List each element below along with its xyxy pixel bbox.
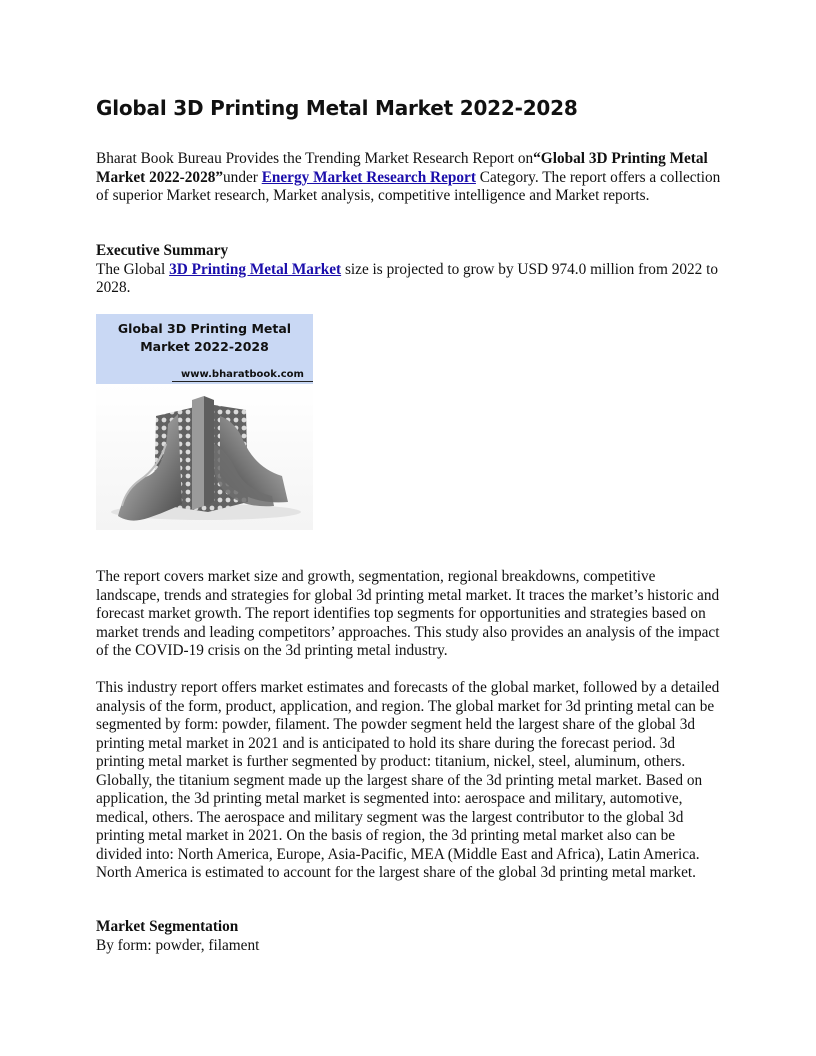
- intro-text-1: Bharat Book Bureau Provides the Trending Market Research Report on: [96, 150, 534, 167]
- report-cover-image: [96, 314, 313, 530]
- coverage-paragraph: The report covers market size and growth, segmentation, regional breakdowns, competitive landscape, trends and strategies for global 3d printing metal market. It traces the market’s historic and forecast market growth. The report identifies top segments for opportunities and strategies based on market trends and leading competitors’ approaches. This study also provides an analysis of the impact of the COVID-19 crisis on the 3d printing metal industry.: [96, 568, 720, 659]
- executive-summary-text-1: The Global: [96, 260, 170, 278]
- intro-text-2: under: [223, 168, 262, 186]
- report-name: “Global 3D Printing Metal Market 2022-2028”: [96, 150, 708, 186]
- executive-summary-heading: Executive Summary: [96, 242, 229, 259]
- cover-title: Global 3D Printing Metal Market 2022-2028: [117, 321, 292, 354]
- energy-market-report-link[interactable]: Energy Market Research Report: [261, 168, 476, 186]
- page-title: Global 3D Printing Metal Market 2022-2028: [96, 96, 578, 120]
- market-segmentation-heading: Market Segmentation: [96, 918, 239, 935]
- intro-paragraph: [96, 150, 722, 206]
- 3d-printing-metal-market-link[interactable]: 3D Printing Metal Market: [169, 260, 342, 278]
- intro-text-3: Category. The report offers a collection of superior Market research, Market analysis, competitive intelligence and Market reports.: [96, 168, 721, 204]
- industry-paragraph: This industry report offers market estimates and forecasts of the global market, followed by a detailed analysis of the form, product, application, and region. The global market for 3d printing metal can be segmented by form: powder, filament. The powder segment held the largest share of the global 3d printing metal market in 2021 and is anticipated to hold its share during the forecast period. 3d printing metal market is further segmented by product: titanium, nickel, steel, aluminum, others. Globally, the titanium segment made up the largest share of the 3d printing metal market. Based on application, the 3d printing metal market is segmented into: aerospace and military, automotive, medical, others. The aerospace and military segment was the largest contributor to the global 3d printing metal market in 2021. On the basis of region, the 3d printing metal market also can be divided into: North America, Europe, Asia-Pacific, MEA (Middle East and Africa), Latin America. North America is estimated to account for the largest share of the global 3d printing metal market.: [96, 679, 720, 881]
- segmentation-by-form: By form: powder, filament: [96, 936, 260, 954]
- cover-url: www.bharatbook.com: [172, 369, 313, 382]
- executive-summary-text-2: size is projected to grow by USD 974.0 million from 2022 to 2028.: [96, 260, 718, 296]
- market-segmentation: [96, 918, 722, 955]
- executive-summary: [96, 242, 722, 298]
- metal-part-illustration: [96, 384, 313, 530]
